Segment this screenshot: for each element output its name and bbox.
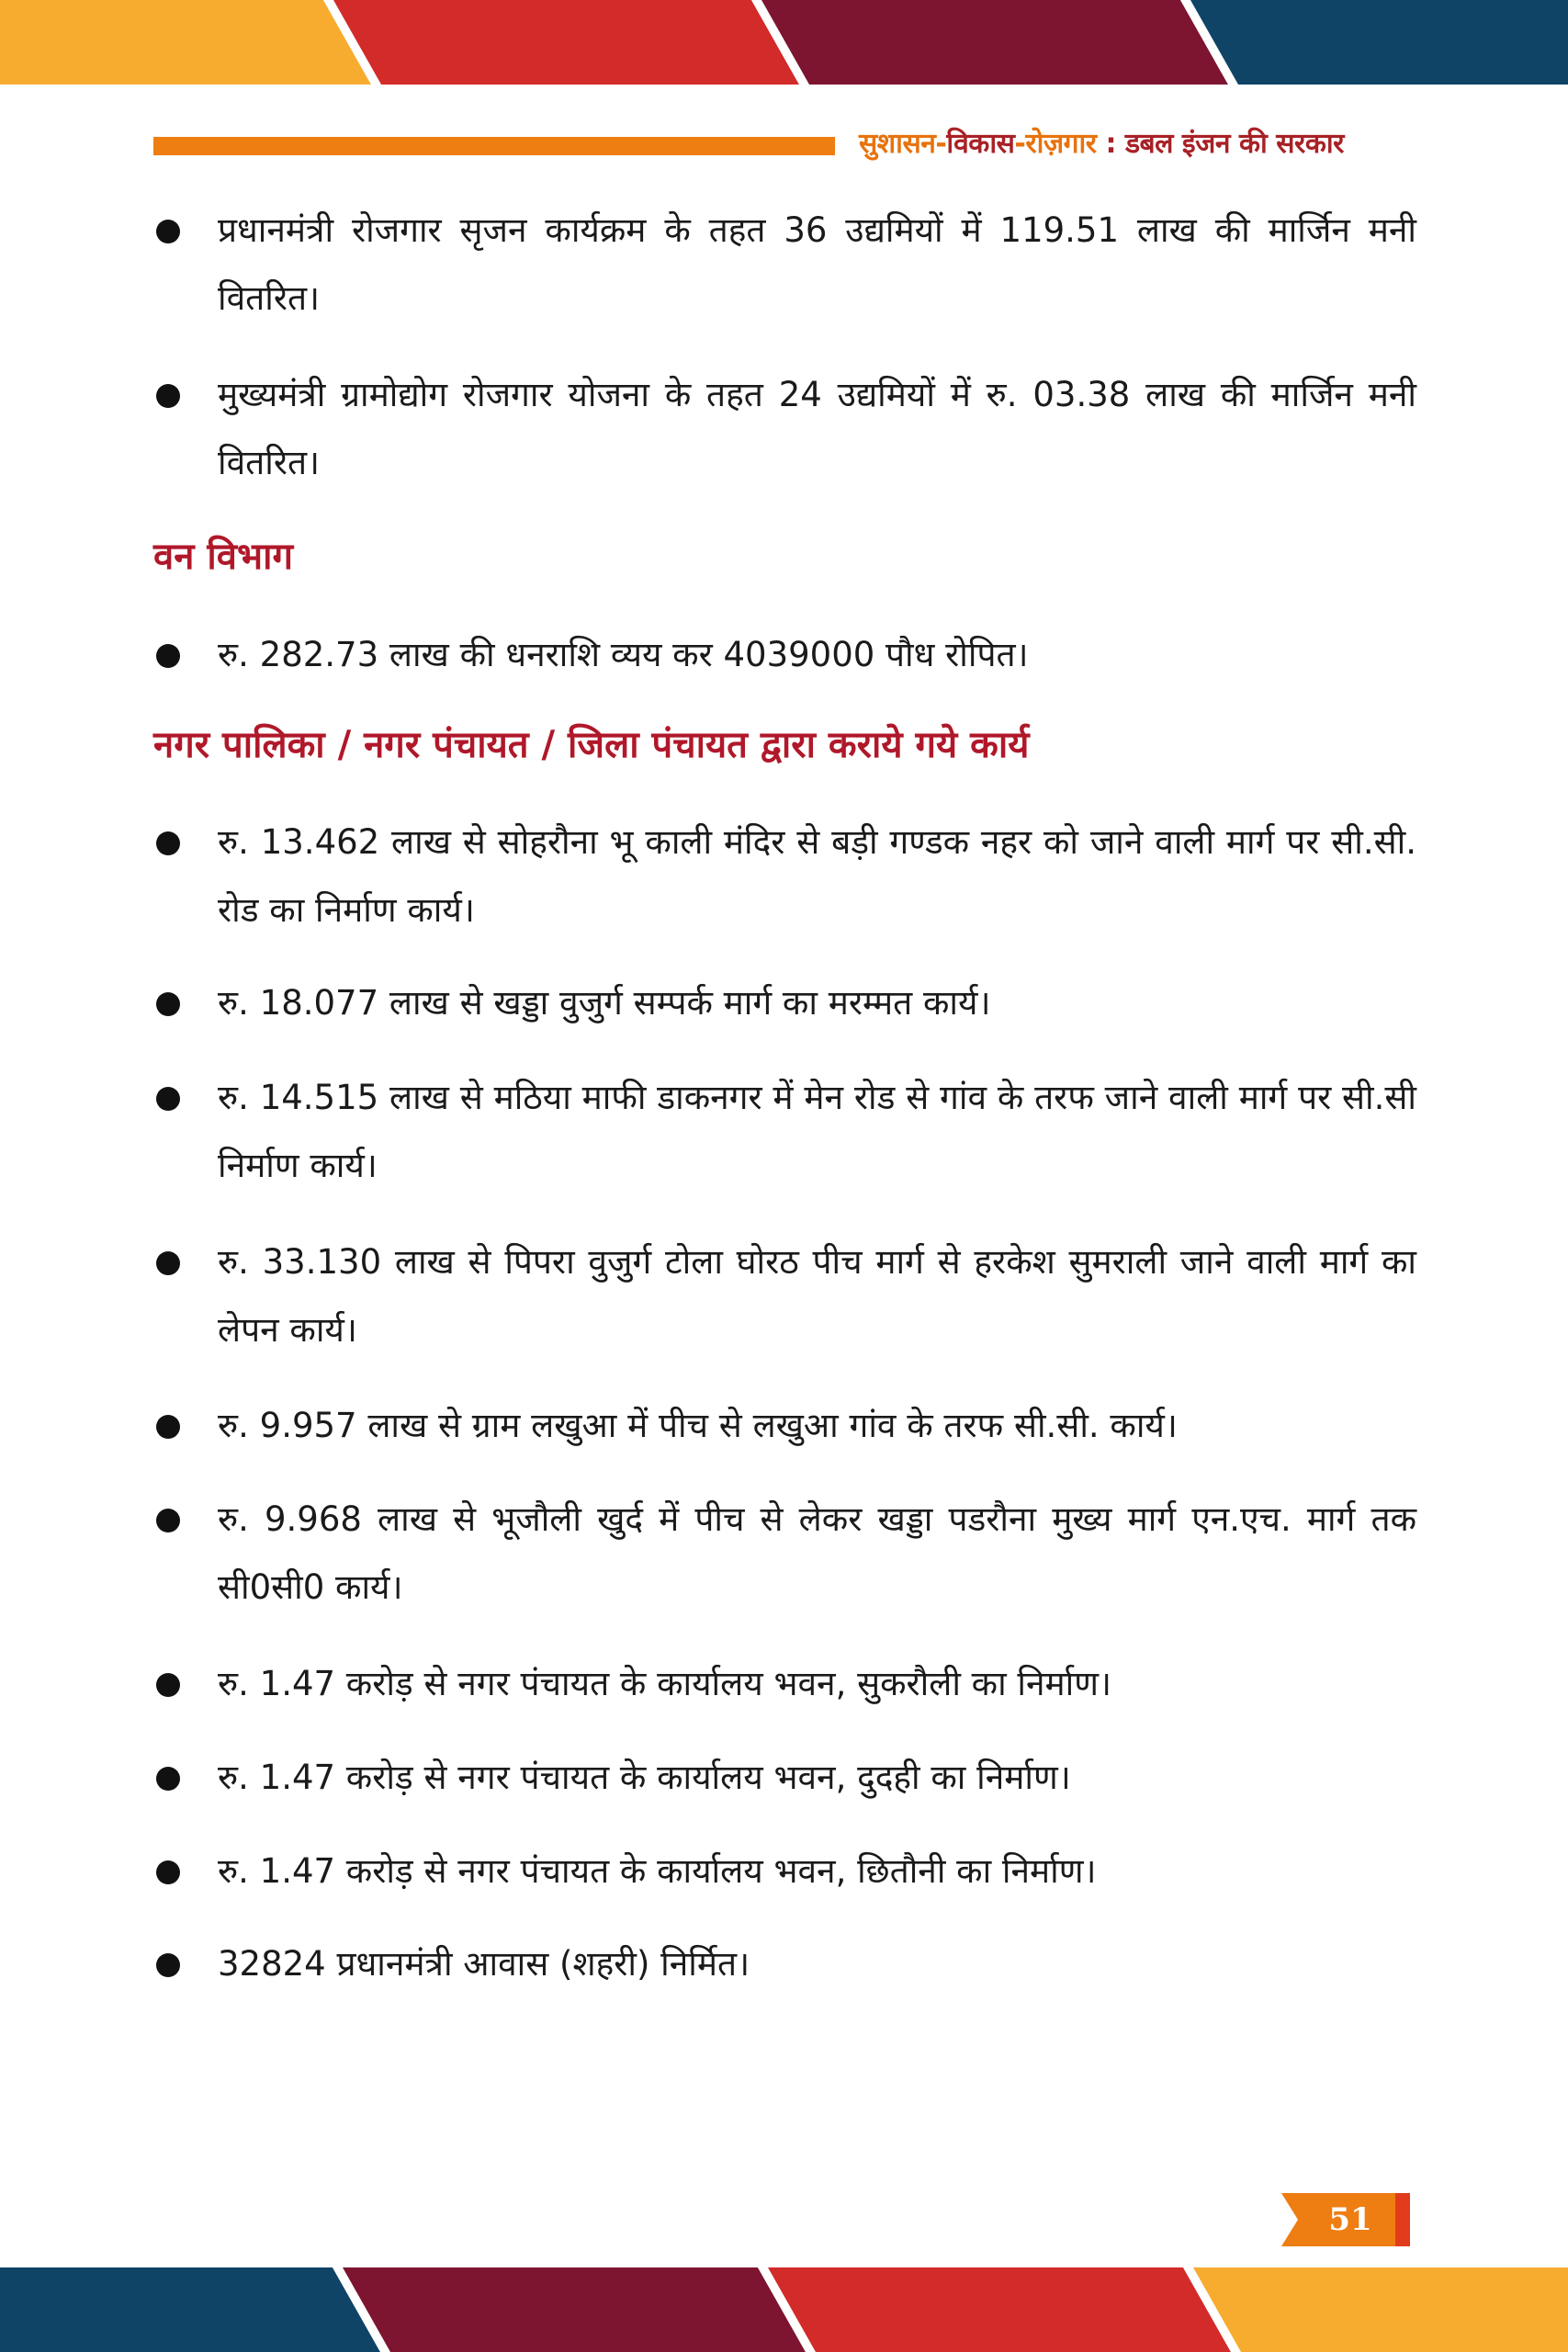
bullet-icon — [156, 1509, 180, 1532]
bottom-decorative-band — [0, 2267, 1568, 2352]
list-item-text: रु. 9.957 लाख से ग्राम लखुआ में पीच से लखुआ गांव के तरफ सी.सी. कार्य। — [218, 1406, 1178, 1445]
header-rule — [153, 137, 835, 155]
bullet-icon — [156, 1415, 180, 1439]
section-heading-forest: वन विभाग — [153, 535, 293, 578]
page-number-tab — [1281, 2193, 1410, 2246]
top-decorative-band — [0, 0, 1568, 85]
section-heading-municipal: नगर पालिका / नगर पंचायत / जिला पंचायत द्वारा कराये गये कार्य — [153, 723, 1030, 766]
list-item-text: मुख्यमंत्री ग्रामोद्योग रोजगार योजना के तहत 24 उद्यमियों में रु. 03.38 लाख की मार्जिन मनी वितरित। — [218, 375, 1416, 482]
list-item-text: रु. 1.47 करोड़ से नगर पंचायत के कार्यालय भवन, सुकरौली का निर्माण। — [218, 1664, 1112, 1703]
running-head — [859, 121, 1415, 167]
bullet-icon — [156, 1767, 180, 1791]
list-item-text: रु. 1.47 करोड़ से नगर पंचायत के कार्यालय भवन, छितौनी का निर्माण। — [218, 1851, 1097, 1891]
bullet-icon — [156, 644, 180, 668]
bullet-icon — [156, 1087, 180, 1111]
list-item-text: रु. 14.515 लाख से मठिया माफी डाकनगर में मेन रोड से गांव के तरफ जाने वाली मार्ग पर सी.सी निर्माण कार्य। — [218, 1078, 1416, 1185]
bullet-icon — [156, 1860, 180, 1884]
bullet-icon — [156, 992, 180, 1016]
list-item-text: रु. 1.47 करोड़ से नगर पंचायत के कार्यालय भवन, दुदही का निर्माण। — [218, 1758, 1071, 1797]
list-item-text: रु. 13.462 लाख से सोहरौना भू काली मंदिर से बड़ी गण्डक नहर को जाने वाली मार्ग पर सी.सी. रोड का निर्माण कार्य। — [218, 822, 1416, 930]
running-head-part-3: -रोज़गार — [1014, 128, 1097, 160]
bullet-icon — [156, 1251, 180, 1275]
bullet-icon — [156, 384, 180, 408]
running-head-part-1: सुशासन- — [859, 128, 947, 160]
bullet-icon — [156, 1953, 180, 1977]
bullet-icon — [156, 220, 180, 243]
list-item-text: रु. 33.130 लाख से पिपरा वुजुर्ग टोला घोरठ पीच मार्ग से हरकेश सुमराली जाने वाली मार्ग का लेपन कार्य। — [218, 1242, 1416, 1350]
running-head-part-2: विकास — [946, 128, 1015, 160]
running-head-part-4: : डबल इंजन की सरकार — [1096, 128, 1344, 160]
bullet-icon — [156, 831, 180, 855]
list-item-text: रु. 9.968 लाख से भूजौली खुर्द में पीच से लेकर खड्डा पडरौना मुख्य मार्ग एन.एच. मार्ग तक सी0सी0 कार्य। — [218, 1499, 1416, 1607]
page-number: 51 — [1328, 2201, 1372, 2238]
list-item-text: रु. 18.077 लाख से खड्डा वुजुर्ग सम्पर्क मार्ग का मरम्मत कार्य। — [218, 983, 991, 1023]
list-item-text: 32824 प्रधानमंत्री आवास (शहरी) निर्मित। — [218, 1944, 750, 1984]
bullet-icon — [156, 1673, 180, 1697]
list-item-text: रु. 282.73 लाख की धनराशि व्यय कर 4039000 पौध रोपित। — [218, 635, 1029, 674]
list-item-text: प्रधानमंत्री रोजगार सृजन कार्यक्रम के तहत 36 उद्यमियों में 119.51 लाख की मार्जिन मनी वितरित। — [218, 210, 1416, 318]
